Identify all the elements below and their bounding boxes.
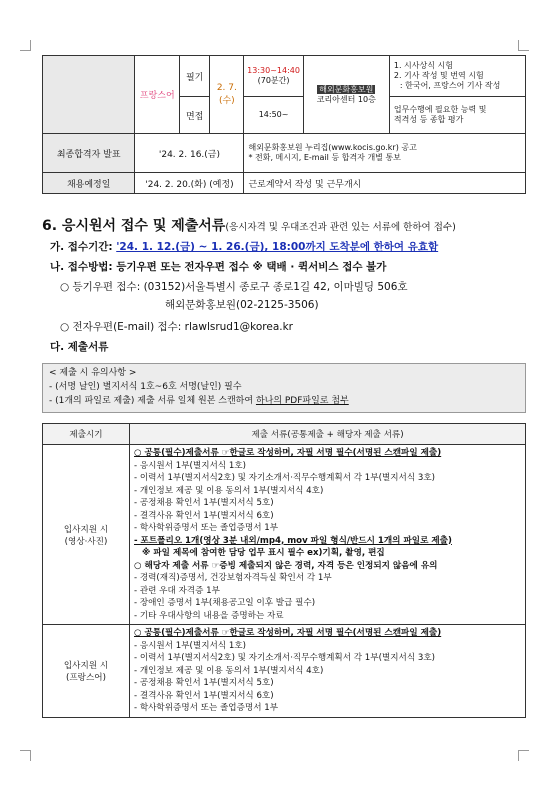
- doc-item: ※ 파일 제목에 참여한 담당 업무 표시 필수 ex)기획, 촬영, 편집: [142, 548, 385, 558]
- doc-item: - 이력서 1부(별지서식2호) 및 자기소개서·직무수행계획서 각 1부(별지서식 3호): [134, 653, 435, 663]
- written-item: 1. 시사상식 시험: [393, 61, 453, 70]
- notice-line2: [43, 394, 525, 408]
- schedule-table: [42, 55, 526, 194]
- col-header-docs: 제출 서류(공통제출 + 해당자 제출 서류): [130, 424, 526, 445]
- doc-item: ○ 공통(필수)제출서류 ☞한글로 작성하며, 자필 서명 필수(서명된 스캔파일 제출): [134, 448, 442, 458]
- final-note2: * 전화, 메시지, E-mail 등 합격자 개별 통보: [248, 153, 401, 162]
- interview-time: 14:50~: [244, 97, 303, 134]
- interview-label: 면접: [180, 97, 210, 134]
- doc-item: - 개인정보 제공 및 이용 동의서 1부(별지서식 4호): [134, 665, 324, 676]
- interview-items-cell: [389, 97, 525, 134]
- doc-item: - 공정채용 확인서 1부(별지서식 5호): [134, 678, 274, 688]
- crop-mark: [518, 40, 529, 51]
- col-header-timing: 제출시기: [43, 424, 130, 445]
- period-prefix: 가. 접수기간:: [50, 241, 117, 253]
- crop-mark: [518, 750, 529, 761]
- doc-item: - 이력서 1부(별지서식2호) 및 자기소개서·직무수행계획서 각 1부(별지서식 3호): [134, 473, 435, 483]
- email-line: ○ 전자우편(E-mail) 접수: rlawlsrud1@korea.kr: [60, 321, 293, 333]
- notice-line1: - (서명 날인) 별지서식 1호~6호 서명(날인) 필수: [49, 382, 242, 392]
- doc-item: - 응시원서 1부(별지서식 1호): [134, 460, 246, 471]
- lang-cell: 프랑스어: [135, 56, 180, 134]
- doc-item: - 장애인 증명서 1부(채용공고일 이후 발급 필수): [134, 598, 316, 608]
- notice-line2-text: - (1개의 파일로 제출) 제출 서류 일체 원본 스캔하여: [49, 396, 256, 406]
- documents-table: [42, 423, 526, 718]
- written-time: 13:30~14:40: [247, 66, 300, 75]
- interview-item: 업무수행에 필요한 능력 및: [393, 105, 487, 114]
- section-title: [42, 215, 456, 235]
- doc-item: - 공정채용 확인서 1부(별지서식 5호): [134, 498, 274, 508]
- method-line: 나. 접수방법: 등기우편 또는 전자우편 접수 ※ 택배 · 퀵서비스 접수 불가: [50, 261, 387, 273]
- notice-line2-emph: 하나의 PDF파일로 첨부: [255, 396, 349, 406]
- row1-label1: 입사지원 시: [63, 524, 109, 535]
- doc-item: - 기타 우대사항의 내용을 증명하는 자료: [134, 610, 284, 621]
- docs-heading: 다. 제출서류: [50, 341, 109, 353]
- written-item: 2. 기사 작성 및 번역 시험: [393, 71, 484, 80]
- row1-items-cell: [130, 445, 526, 625]
- section-title-sub: (응시자격 및 우대조건과 관련 있는 서류에 한하여 접수): [225, 222, 456, 233]
- doc-item: - 학사학위증명서 또는 졸업증명서 1부: [134, 703, 279, 713]
- row2-label1: 입사지원 시: [63, 660, 109, 671]
- written-items-cell: [389, 56, 525, 97]
- doc-item: - 학사학위증명서 또는 졸업증명서 1부: [134, 523, 279, 533]
- written-label: 필기: [180, 56, 210, 97]
- doc-item: ○ 공통(필수)제출서류 ☞한글로 작성하며, 자필 서명 필수(서명된 스캔파일 제출): [134, 628, 442, 638]
- crop-mark: [20, 40, 31, 51]
- date-text: 2. 7.: [216, 83, 237, 93]
- row2-label2: (프랑스어): [66, 672, 106, 683]
- venue-line2: 코리아센터 10층: [316, 94, 376, 104]
- row2-items-cell: [130, 625, 526, 718]
- doc-item: - 결격사유 확인서 1부(별지서식 6호): [134, 690, 274, 701]
- final-label: 최종합격자 발표: [43, 134, 135, 173]
- doc-item: - 관련 우대 자격증 1부: [134, 585, 220, 596]
- written-time-cell: [244, 56, 303, 97]
- doc-item: - 응시원서 1부(별지서식 1호): [134, 640, 246, 651]
- notice-title: < 제출 시 유의사항 >: [49, 368, 137, 378]
- row1-label2: (영상·사진): [64, 536, 108, 547]
- venue-line1: 해외문화홍보원: [319, 84, 374, 94]
- crop-mark: [20, 750, 31, 761]
- day-text: (수): [218, 96, 235, 106]
- written-item: : 한국어, 프랑스어 기사 작성: [399, 81, 501, 90]
- hire-label: 채용예정일: [43, 173, 135, 194]
- notice-box: [42, 363, 526, 413]
- interview-item: 적격성 등 종합 평가: [393, 115, 464, 124]
- written-duration: (70분간): [257, 76, 290, 85]
- final-date: '24. 2. 16.(금): [135, 134, 244, 173]
- date-cell: [210, 56, 244, 134]
- mail-office-line: 해외문화홍보원(02-2125-3506): [165, 299, 319, 311]
- doc-item: - 포트폴리오 1개(영상 3분 내외/mp4, mov 파일 형식/반드시 1개의 파일로 제출): [134, 535, 452, 546]
- doc-item: - 결격사유 확인서 1부(별지서식 6호): [134, 510, 274, 521]
- venue-cell: [303, 56, 389, 134]
- mail-line: ○ 등기우편 접수: (03152)서울특별시 종로구 종로1길 42, 이마빌딩 506호: [60, 281, 408, 293]
- doc-item: - 개인정보 제공 및 이용 동의서 1부(별지서식 4호): [134, 485, 324, 496]
- blank-cell: [43, 56, 135, 134]
- section-title-text: 6. 응시원서 접수 및 제출서류: [42, 218, 226, 234]
- final-note1: 해외문화홍보원 누리집(www.kocis.go.kr) 공고: [248, 143, 417, 152]
- doc-item: - 경력(재직)증명서, 건강보험자격득실 확인서 각 1부: [134, 573, 332, 583]
- row2-label-cell: [43, 625, 130, 718]
- period-range: '24. 1. 12.(금) ~ 1. 26.(금), 18:00까지 도착분에 한하여 유효함: [116, 241, 439, 253]
- hire-date: '24. 2. 20.(화) (예정): [135, 173, 244, 194]
- final-note-cell: [244, 134, 526, 173]
- hire-note: 근로계약서 작성 및 근무개시: [244, 173, 526, 194]
- row1-label-cell: [43, 445, 130, 625]
- period-line: [50, 239, 438, 254]
- doc-item: ○ 해당자 제출 서류 ☞증빙 제출되지 않은 경력, 자격 등은 인정되지 않음에 유의: [134, 560, 438, 571]
